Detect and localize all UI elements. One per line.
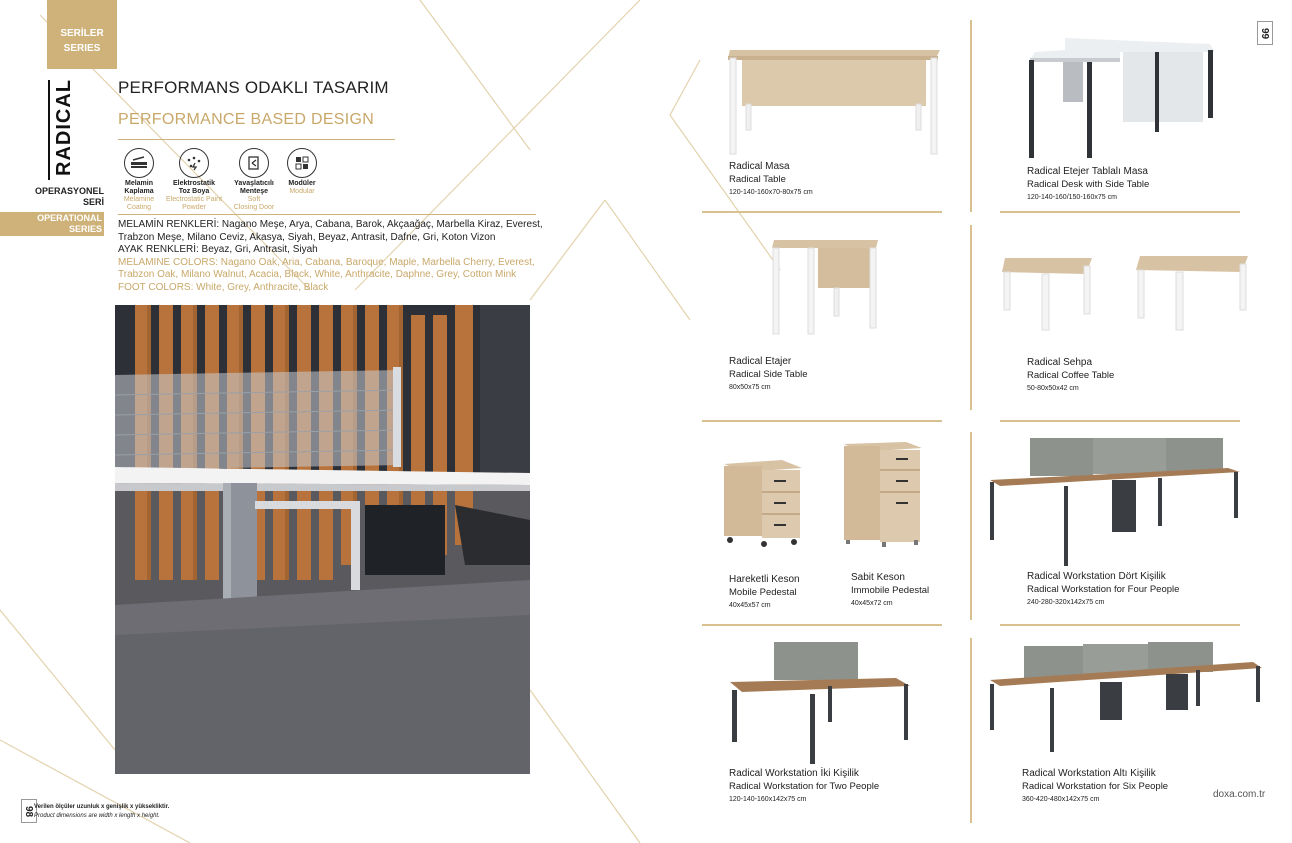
category-en-line1: OPERATIONAL xyxy=(37,213,102,223)
product-workstation-four-dim: 240-280-320x142x75 cm xyxy=(1027,599,1105,606)
melamine-colors-tr: MELAMİN RENKLERİ: Nagano Meşe, Arya, Cabana, Barok, Akçaağaç, Marbella Kiraz, Everest, Trabzon Meşe, Milano Ceviz, Akasya, Siyah, Beyaz, Antrasit, Dafne, Gri, Koton Vizon xyxy=(118,219,543,243)
product-image-coffee-table xyxy=(1000,252,1252,334)
product-mobile-pedestal-tr: Hareketli Keson xyxy=(729,574,800,585)
product-coffee-table-tr: Radical Sehpa xyxy=(1027,357,1093,368)
divider-h1b xyxy=(1000,211,1240,213)
footnote-tr: Verilen ölçüler uzunluk x genişlik x yüksekliktir. xyxy=(34,804,170,810)
feature-modular-tr: Modüler xyxy=(288,180,316,187)
footnote xyxy=(34,803,169,821)
product-workstation-two-tr: Radical Workstation İki Kişilik xyxy=(729,768,859,779)
product-table-en: Radical Table xyxy=(729,173,786,185)
product-workstation-six-en: Radical Workstation for Six People xyxy=(1022,780,1169,792)
brand-vertical xyxy=(50,78,78,183)
divider-v4 xyxy=(970,638,972,823)
product-workstation-two-dim: 120-140-160x142x75 cm xyxy=(729,796,807,803)
feature-softclose-en2: Closing Door xyxy=(233,204,275,211)
headline-rule xyxy=(118,139,395,140)
product-side-table-en: Radical Side Table xyxy=(729,368,808,380)
product-image-side-table xyxy=(770,236,882,336)
product-workstation-six-dim: 360-420-480x142x75 cm xyxy=(1022,796,1100,803)
product-image-workstation-four xyxy=(988,436,1243,568)
divider-v2 xyxy=(970,225,972,410)
category-en-line2: SERIES xyxy=(68,224,102,234)
colors-rule xyxy=(118,214,536,215)
product-workstation-six xyxy=(1022,768,1168,807)
product-immobile-pedestal xyxy=(851,572,929,611)
divider-v1 xyxy=(970,20,972,212)
feature-paint-tr1: Elektrostatik xyxy=(172,180,216,187)
footnote-en: Product dimensions are width x length x height. xyxy=(34,813,160,819)
feature-melamine-en2: Coating xyxy=(126,204,152,211)
product-side-table-tr: Radical Etajer xyxy=(729,356,792,367)
product-desk-side-dim: 120-140-160/150-160x75 cm xyxy=(1027,194,1117,201)
soft-closing-door-icon xyxy=(239,148,269,178)
product-image-table xyxy=(726,44,942,156)
page-number-right-text: 99 xyxy=(1259,27,1271,39)
melamine-coating-icon xyxy=(124,148,154,178)
product-workstation-six-tr: Radical Workstation Altı Kişilik xyxy=(1022,768,1156,779)
headline-en: PERFORMANCE BASED DESIGN xyxy=(118,111,375,128)
divider-h2a xyxy=(702,420,942,422)
product-image-immobile-pedestal xyxy=(842,440,924,550)
page-number-right xyxy=(1257,21,1273,45)
headline-tr: PERFORMANS ODAKLI TASARIM xyxy=(118,78,389,97)
feature-melamine-tr2: Kaplama xyxy=(124,188,154,195)
divider-h2b xyxy=(1000,420,1240,422)
category-tr xyxy=(8,186,104,208)
series-tag-en: SERIES xyxy=(63,43,101,54)
feature-paint-en2: Powder xyxy=(182,204,206,211)
product-coffee-table-dim: 50-80x50x42 cm xyxy=(1027,385,1079,392)
feature-melamine-tr1: Melamin xyxy=(124,180,153,187)
category-tr-line2: SERİ xyxy=(82,197,104,207)
product-workstation-four xyxy=(1027,571,1179,610)
website: doxa.com.tr xyxy=(1213,789,1266,800)
feature-melamine xyxy=(110,148,168,212)
lifestyle-photo xyxy=(115,305,530,774)
foot-colors-en: FOOT COLORS: White, Grey, Anthracite, Black xyxy=(118,281,329,293)
product-image-workstation-six xyxy=(988,640,1263,754)
brand-title: RADICAL xyxy=(53,79,75,176)
series-tag xyxy=(47,0,117,69)
modular-icon xyxy=(287,148,317,178)
feature-softclose-tr1: Yavaşlatıcılı xyxy=(234,180,274,187)
colors-block xyxy=(118,219,558,294)
product-immobile-pedestal-en: Immobile Pedestal xyxy=(851,584,930,596)
product-mobile-pedestal xyxy=(729,574,800,613)
feature-modular xyxy=(273,148,331,196)
product-image-workstation-two xyxy=(728,640,913,766)
product-table-tr: Radical Masa xyxy=(729,161,790,172)
series-tag-tr: SERİLER xyxy=(60,28,104,39)
category-tr-line1: OPERASYONEL xyxy=(34,186,104,196)
product-image-mobile-pedestal xyxy=(722,458,804,548)
product-workstation-four-tr: Radical Workstation Dört Kişilik xyxy=(1027,571,1166,582)
feature-paint xyxy=(165,148,223,212)
divider-v3 xyxy=(970,432,972,620)
product-coffee-table-en: Radical Coffee Table xyxy=(1027,369,1115,381)
feature-paint-en1: Electrostatic Paint xyxy=(165,196,223,203)
product-workstation-four-en: Radical Workstation for Four People xyxy=(1027,583,1180,595)
electrostatic-paint-icon xyxy=(179,148,209,178)
product-table xyxy=(729,161,813,200)
product-desk-side xyxy=(1027,166,1149,205)
product-mobile-pedestal-en: Mobile Pedestal xyxy=(729,586,797,598)
product-workstation-two-en: Radical Workstation for Two People xyxy=(729,780,880,792)
product-workstation-two xyxy=(729,768,879,807)
product-coffee-table xyxy=(1027,357,1114,396)
feature-paint-tr2: Toz Boya xyxy=(178,188,210,195)
foot-colors-tr: AYAK RENKLERİ: Beyaz, Gri, Antrasit, Siyah xyxy=(118,244,318,255)
feature-modular-en: Modular xyxy=(289,188,315,195)
product-immobile-pedestal-tr: Sabit Keson xyxy=(851,572,905,583)
divider-h1a xyxy=(702,211,942,213)
feature-melamine-en1: Melamine xyxy=(123,196,155,203)
product-side-table xyxy=(729,356,808,395)
feature-softclose-tr2: Menteşe xyxy=(239,188,268,195)
feature-softclose-en1: Soft xyxy=(247,196,261,203)
product-desk-side-tr: Radical Etejer Tablalı Masa xyxy=(1027,166,1148,177)
product-mobile-pedestal-dim: 40x45x57 cm xyxy=(729,602,771,609)
product-table-dim: 120-140-160x70-80x75 cm xyxy=(729,189,813,196)
divider-h3b xyxy=(1000,624,1240,626)
product-desk-side-en: Radical Desk with Side Table xyxy=(1027,178,1150,190)
page-number-left-text: 98 xyxy=(23,805,35,817)
product-image-desk-side xyxy=(1025,30,1220,160)
product-immobile-pedestal-dim: 40x45x72 cm xyxy=(851,600,893,607)
divider-h3a xyxy=(702,624,942,626)
category-en xyxy=(0,212,104,236)
product-side-table-dim: 80x50x75 cm xyxy=(729,384,771,391)
melamine-colors-en: MELAMINE COLORS: Nagano Oak, Aria, Cabana, Baroque, Maple, Marbella Cherry, Everest, Trabzon Oak, Milano Walnut, Acacia, Black, White, Anthracite, Daphne, Grey, Cotton Mink xyxy=(118,256,535,280)
